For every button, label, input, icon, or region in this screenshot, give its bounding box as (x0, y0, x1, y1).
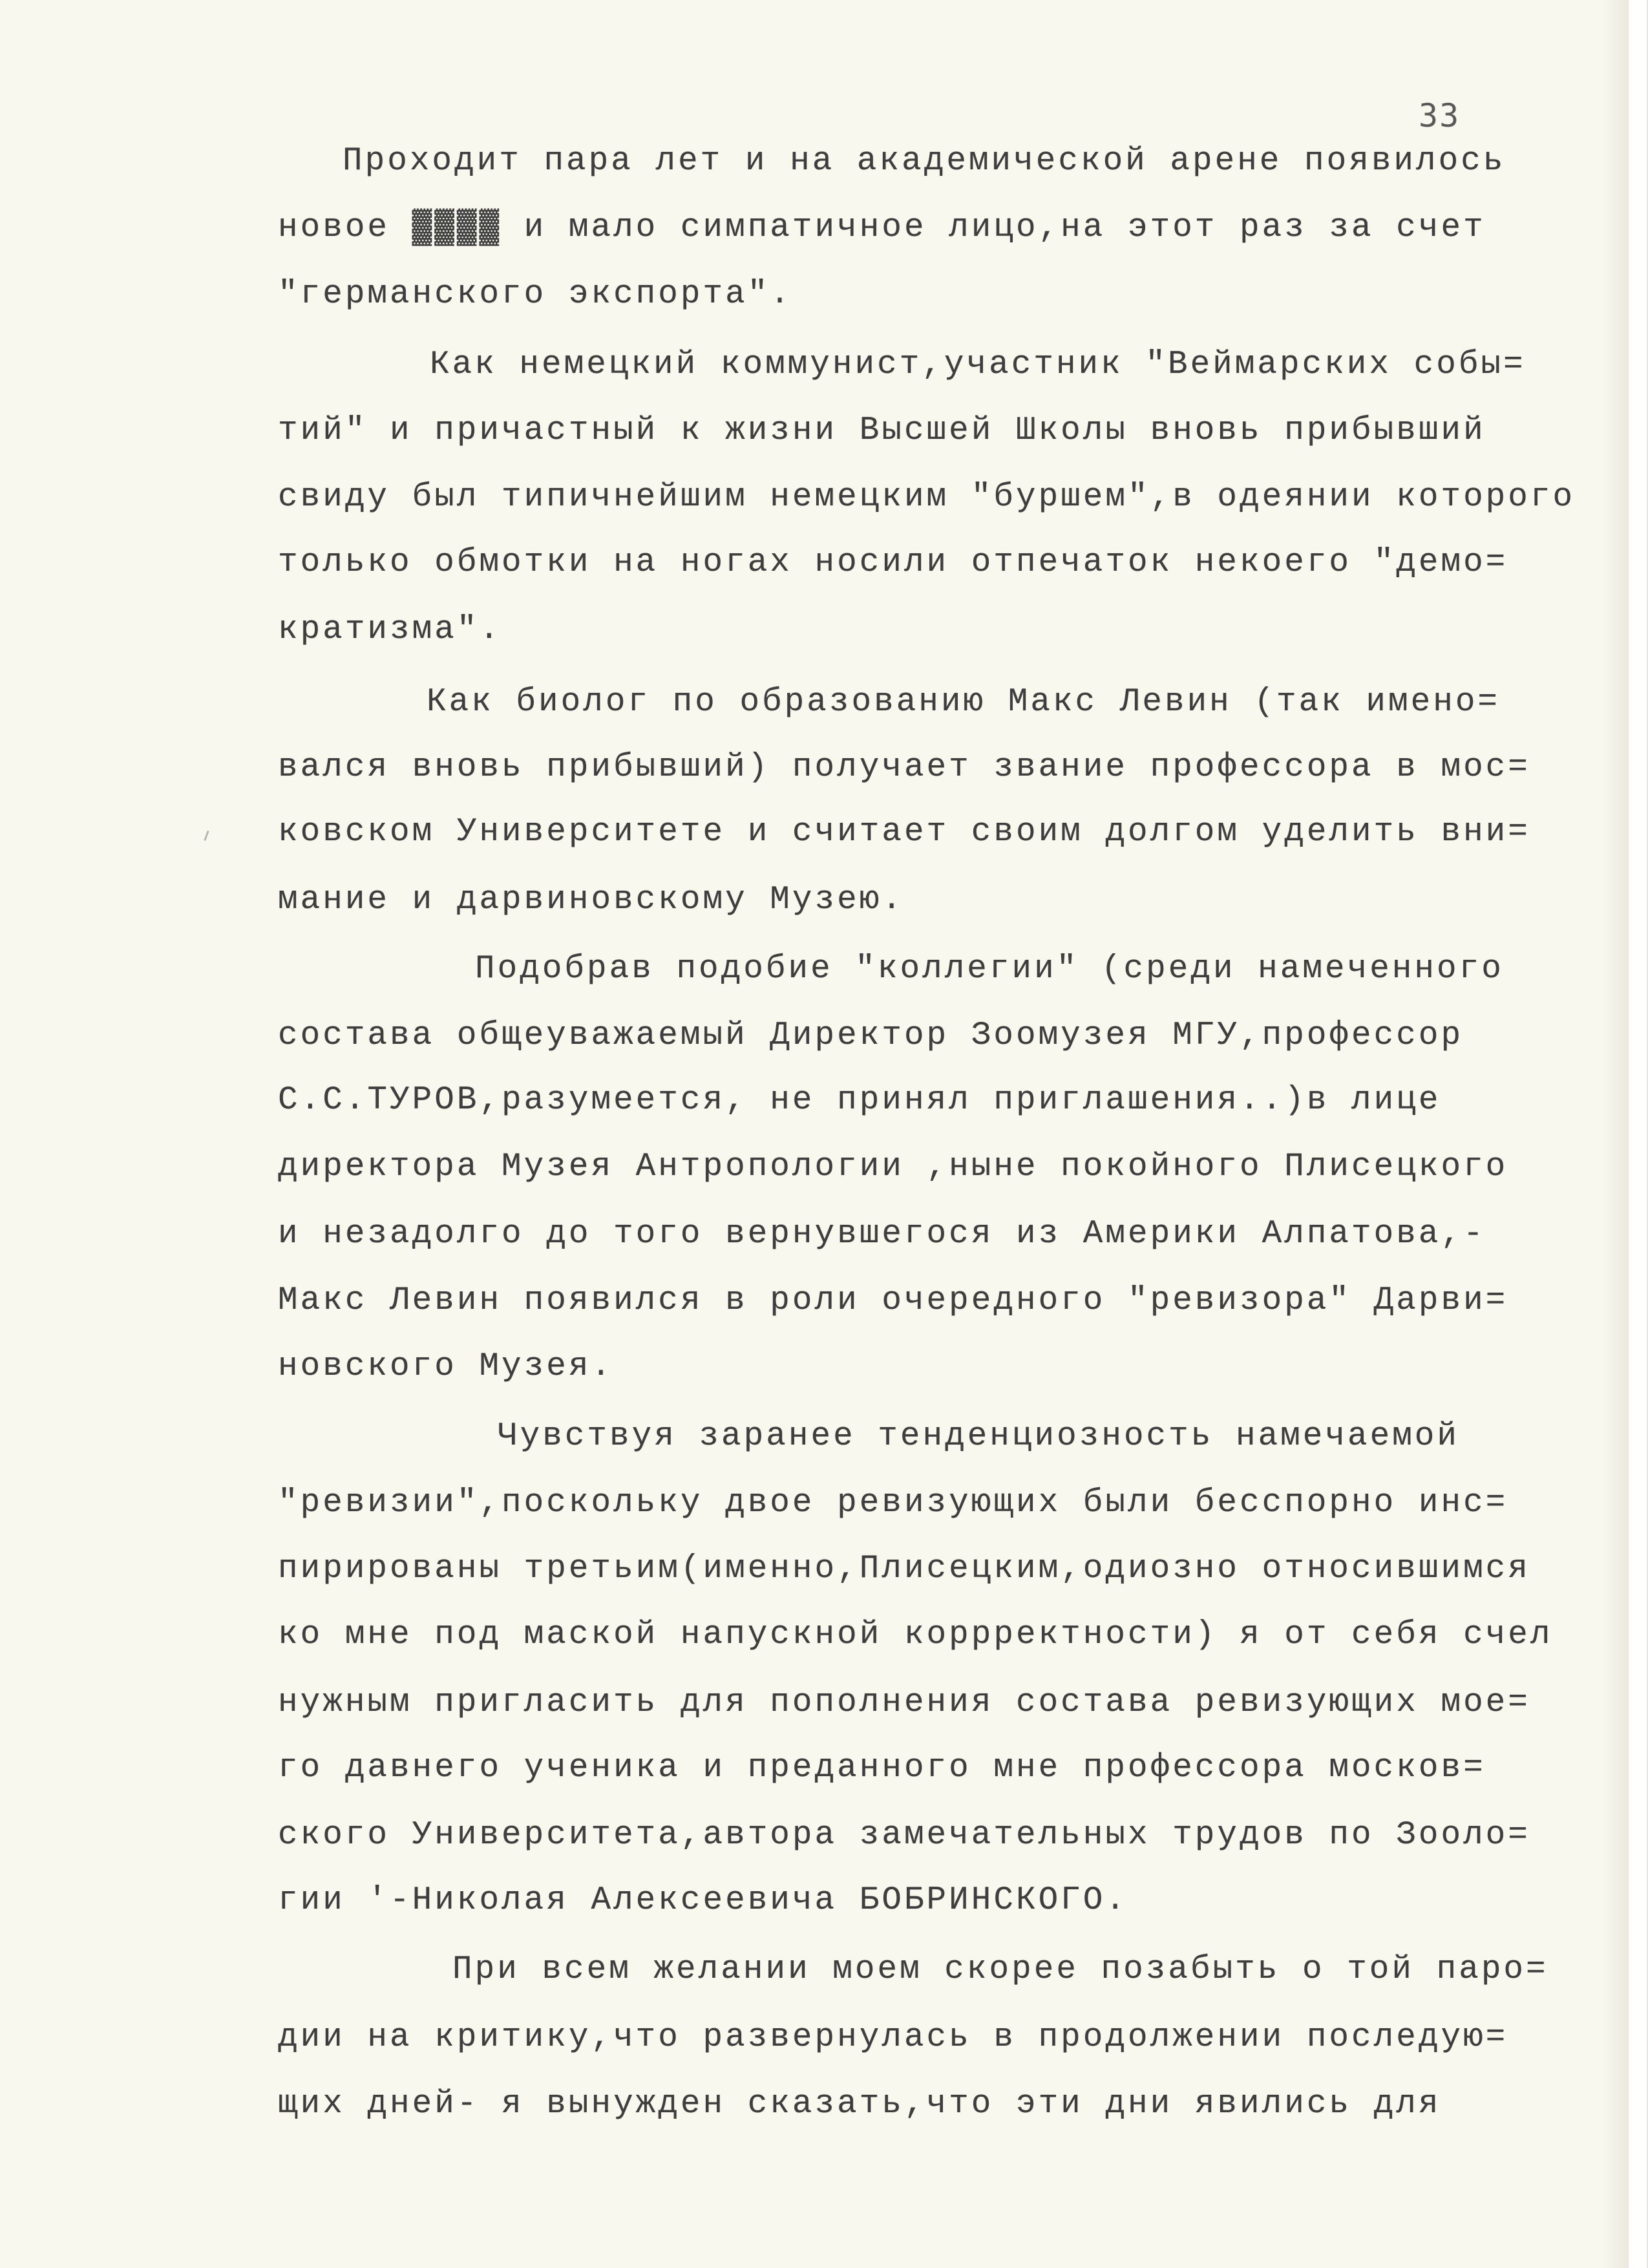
text-line: гии '-Николая Алексеевича БОБРИНСКОГО. (278, 1882, 1128, 1919)
text-line: При всем желании моем скорее позабыть о той паро= (452, 1951, 1548, 1988)
text-line: мание и дарвиновскому Музею. (278, 882, 904, 918)
page-number: 33 (1419, 97, 1461, 134)
text-line: свиду был типичнейшим немецким "буршем",в одеянии которого (278, 479, 1576, 516)
text-line: новое ▓▓▓▓ и мало симпатичное лицо,на этот раз за счет (278, 209, 1486, 246)
text-line: директора Музея Антропологии ,ныне покойного Плисецкого (278, 1149, 1508, 1185)
text-line: ковском Университете и считает своим долгом уделить вни= (278, 814, 1530, 851)
text-line: вался вновь прибывший) получает звание профессора в мос= (278, 749, 1530, 786)
text-line: новского Музея. (278, 1348, 614, 1385)
text-line: состава общеуважаемый Директор Зоомузея МГУ,профессор (278, 1017, 1464, 1054)
text-line: пирированы третьим(именно,Плисецким,одиозно относившимся (278, 1551, 1530, 1587)
text-line: только обмотки на ногах носили отпечаток некоего "демо= (278, 544, 1508, 581)
text-line: тий" и причастный к жизни Высшей Школы вновь прибывший (278, 412, 1486, 449)
text-line: кратизма". (278, 611, 502, 648)
text-line: ского Университета,автора замечательных трудов по Зооло= (278, 1817, 1530, 1854)
text-line: Проходит пара лет и на академической арене появилось (343, 143, 1506, 180)
text-line: ко мне под маской напускной коррректности) я от себя счел (278, 1616, 1553, 1653)
text-line: го давнего ученика и преданного мне профессора москов= (278, 1750, 1486, 1786)
page-edge (1601, 0, 1647, 2268)
text-line: "германского экспорта". (278, 276, 792, 313)
pencil-mark (204, 831, 209, 841)
text-line: Подобрав подобие "коллегии" (среди намеченного (475, 951, 1504, 988)
text-line: Макс Левин появился в роли очередного "ревизора" Дарви= (278, 1282, 1508, 1319)
text-line: "ревизии",поскольку двое ревизующих были бесспорно инс= (278, 1485, 1508, 1521)
text-line: Как биолог по образованию Макс Левин (так имено= (427, 684, 1501, 721)
text-line: Как немецкий коммунист,участник "Веймарских собы= (430, 346, 1526, 383)
text-line: С.С.ТУРОВ,разумеется, не принял приглашения..)в лице (278, 1082, 1441, 1119)
text-line: Чувствуя заранее тенденциозность намечаемой (498, 1418, 1460, 1455)
text-line: щих дней- я вынужден сказать,что эти дни явились для (278, 2086, 1441, 2123)
text-line: нужным пригласить для пополнения состава ревизующих мое= (278, 1684, 1530, 1721)
text-line: дии на критику,что развернулась в продолжении последую= (278, 2019, 1508, 2056)
text-line: и незадолго до того вернувшегося из Америки Алпатова,- (278, 1216, 1486, 1253)
